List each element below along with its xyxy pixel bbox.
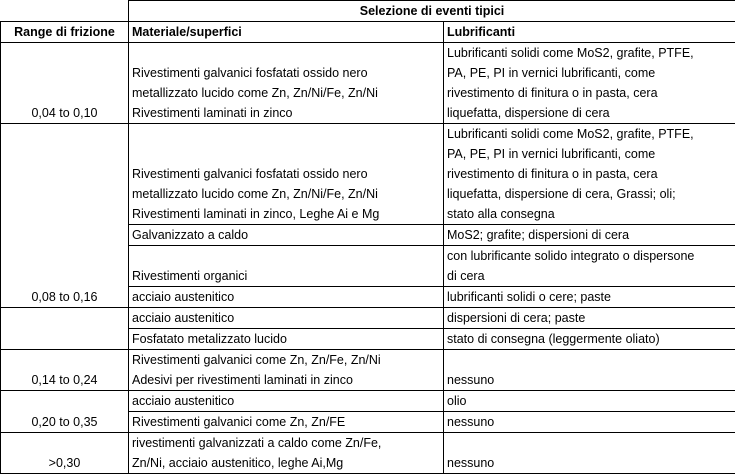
material-cell-line: acciaio austenitico [132, 308, 440, 328]
material-cell-line: Rivestimenti laminati in zinco, Leghe Ai e Mg [132, 204, 440, 224]
table-row [1, 350, 735, 391]
table-title: Selezione di eventi tipici [129, 1, 735, 22]
header-material: Materiale/superfici [129, 22, 444, 43]
material-cell-line: metallizzato lucido come Zn, Zn/Ni/Fe, Zn/Ni [132, 83, 440, 103]
material-cell-line: Rivestimenti galvanici come Zn, Zn/FE [132, 412, 440, 432]
lubricant-cell [444, 246, 735, 287]
blank-line [447, 350, 732, 370]
blank-line [132, 246, 440, 266]
material-cell-line: Rivestimenti galvanici come Zn, Zn/Fe, Zn/Ni [132, 350, 440, 370]
table-row [1, 433, 735, 474]
material-cell [129, 391, 444, 412]
material-cell [129, 287, 444, 308]
lubricant-cell [444, 350, 735, 391]
material-cell-line: acciaio austenitico [132, 287, 440, 307]
material-cell [129, 350, 444, 391]
material-cell-line: metallizzato lucido come Zn, Zn/Ni/Fe, Zn/Ni [132, 184, 440, 204]
lubricant-cell [444, 391, 735, 412]
friction-range-cell: 0,20 to 0,35 [1, 391, 129, 433]
header-row [1, 22, 735, 43]
lubricant-cell [444, 433, 735, 474]
lubricant-cell-line: liquefatta, dispersione di cera [447, 103, 732, 123]
lubricant-cell [444, 308, 735, 329]
material-cell-line: Rivestimenti organici [132, 266, 440, 286]
lubricant-cell-line: di cera [447, 266, 732, 286]
blank-line [132, 144, 440, 164]
lubricant-cell-line: MoS2; grafite; dispersioni di cera [447, 225, 732, 245]
lubricant-cell-line: rivestimento di finitura o in pasta, cera [447, 83, 732, 103]
empty-corner-cell [1, 1, 129, 22]
material-cell [129, 329, 444, 350]
lubricant-cell [444, 124, 735, 225]
material-cell-line: Galvanizzato a caldo [132, 225, 440, 245]
material-cell [129, 124, 444, 225]
lubricant-cell-line: liquefatta, dispersione di cera, Grassi; oli; [447, 184, 732, 204]
header-range: Range di frizione [1, 22, 129, 43]
lubricant-cell-line: nessuno [447, 453, 732, 473]
lubricant-cell-line: olio [447, 391, 732, 411]
friction-range-cell: 0,08 to 0,16 [1, 124, 129, 308]
friction-range-cell: 0,14 to 0,24 [1, 350, 129, 391]
lubricant-cell-line: nessuno [447, 412, 732, 432]
table-row [1, 308, 735, 329]
lubricant-cell-line: dispersioni di cera; paste [447, 308, 732, 328]
table-row [1, 43, 735, 124]
material-cell-line: Adesivi per rivestimenti laminati in zinco [132, 370, 440, 390]
friction-range-cell [1, 308, 129, 350]
material-cell [129, 43, 444, 124]
material-cell-line: Fosfatato metalizzato lucido [132, 329, 440, 349]
lubricant-cell-line: stato di consegna (leggermente oliato) [447, 329, 732, 349]
lubricant-cell [444, 412, 735, 433]
lubricant-cell-line: stato alla consegna [447, 204, 732, 224]
material-cell-line: Rivestimenti laminati in zinco [132, 103, 440, 123]
lubricant-cell-line: con lubrificante solido integrato o dispersone [447, 246, 732, 266]
lubricant-cell [444, 225, 735, 246]
lubricant-cell-line: nessuno [447, 370, 732, 390]
friction-range-cell: 0,04 to 0,10 [1, 43, 129, 124]
material-cell-line: Rivestimenti galvanici fosfatati ossido nero [132, 164, 440, 184]
lubricant-cell [444, 287, 735, 308]
friction-table-body [1, 1, 735, 474]
table-row [1, 124, 735, 225]
lubricant-cell-line: Lubrificanti solidi come MoS2, grafite, PTFE, [447, 43, 732, 63]
material-cell [129, 308, 444, 329]
lubricant-cell-line: rivestimento di finitura o in pasta, cera [447, 164, 732, 184]
material-cell-line: Rivestimenti galvanici fosfatati ossido nero [132, 63, 440, 83]
material-cell-line: rivestimenti galvanizzati a caldo come Zn/Fe, [132, 433, 440, 453]
material-cell [129, 412, 444, 433]
blank-line [132, 43, 440, 63]
material-cell [129, 225, 444, 246]
material-cell [129, 433, 444, 474]
blank-line [447, 433, 732, 453]
lubricant-cell [444, 43, 735, 124]
material-cell-line: Zn/Ni, acciaio austenitico, leghe Ai,Mg [132, 453, 440, 473]
lubricant-cell-line: PA, PE, PI in vernici lubrificanti, come [447, 144, 732, 164]
blank-line [132, 124, 440, 144]
title-row [1, 1, 735, 22]
table-row [1, 391, 735, 412]
lubricant-cell-line: lubrificanti solidi o cere; paste [447, 287, 732, 307]
material-cell-line: acciaio austenitico [132, 391, 440, 411]
lubricant-cell-line: PA, PE, PI in vernici lubrificanti, come [447, 63, 732, 83]
material-cell [129, 246, 444, 287]
lubricant-cell-line: Lubrificanti solidi come MoS2, grafite, PTFE, [447, 124, 732, 144]
header-lubricant: Lubrificanti [444, 22, 735, 43]
lubricant-cell [444, 329, 735, 350]
friction-range-cell: >0,30 [1, 433, 129, 474]
